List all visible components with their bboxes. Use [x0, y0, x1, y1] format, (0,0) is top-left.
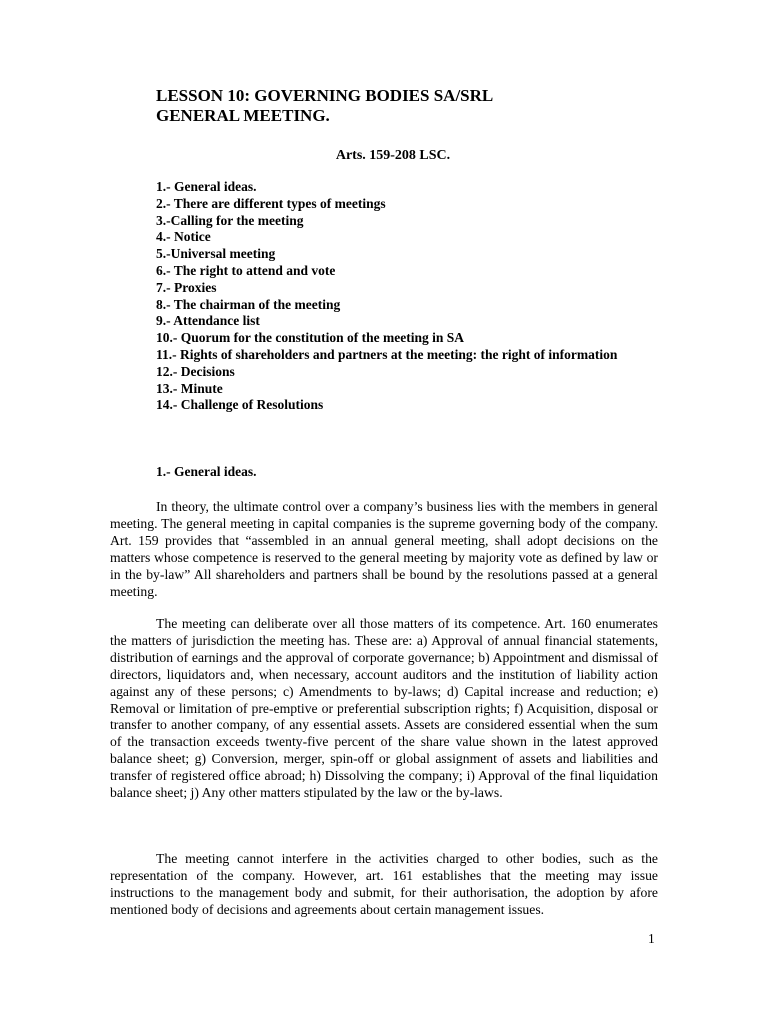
body-paragraph: In theory, the ultimate control over a company’s business lies with the members in general meeting. The general meeting in capital companies is the supreme governing body of the company. Art. 159 provides that “assembled in an annual general meeting, shall adopt decisions on the matters whose competence is reserved to the general meeting by majority vote as defined by law or in the by-law” All shareholders and partners shall be bound by the resolutions passed at a general meeting. [110, 499, 658, 599]
title-line-1: LESSON 10: GOVERNING BODIES SA/SRL [156, 86, 494, 105]
toc-item: 9.- Attendance list [156, 313, 260, 329]
body-paragraph: The meeting can deliberate over all those matters of its competence. Art. 160 enumerates the matters of jurisdiction the meeting has. These are: a) Approval of annual financial statements, distribution of earnings and the approval of corporate governance; b) Appointment and dismissal of directors, liquidators and, when necessary, account auditors and the institution of liability action against any of these persons; c) Amendments to by-laws; d) Capital increase and reduction; e) Removal or limitation of pre-emptive or preferential subscription rights; f) Acquisition, disposal or transfer to another company, of any essential assets. Assets are considered essential when the sum of the transaction exceeds twenty-five percent of the share value shown in the latest approved balance sheet; g) Conversion, merger, spin-off or global assignment of assets and liabilities and transfer of registered office abroad; h) Dissolving the company; i) Approval of the final liquidation balance sheet; j) Any other matters stipulated by the law or the by-laws. [110, 616, 658, 801]
lesson-title [156, 86, 493, 126]
toc-item: 5.-Universal meeting [156, 246, 276, 262]
toc-item: 12.- Decisions [156, 363, 235, 379]
title-line-2: GENERAL MEETING. [156, 106, 330, 125]
page-number: 1 [648, 931, 655, 946]
section-heading: 1.- General ideas. [156, 464, 257, 479]
toc-item: 4.- Notice [156, 229, 211, 245]
articles-reference: Arts. 159-208 LSC. [335, 148, 451, 163]
toc-item: 2.- There are different types of meetings [156, 195, 386, 211]
toc-item: 8.- The chairman of the meeting [156, 296, 341, 312]
toc-item: 10.- Quorum for the constitution of the meeting in SA [156, 330, 464, 346]
toc-item: 7.- Proxies [156, 279, 217, 295]
toc-item: 1.- General ideas. [156, 179, 257, 194]
toc-item: 11.- Rights of shareholders and partners at the meeting: the right of information [156, 346, 618, 362]
toc-item: 14.- Challenge of Resolutions [156, 397, 324, 413]
toc-item: 6.- The right to attend and vote [156, 262, 336, 278]
toc-item: 3.-Calling for the meeting [156, 212, 304, 228]
table-of-contents [156, 179, 659, 414]
body-paragraph: The meeting cannot interfere in the activities charged to other bodies, such as the representation of the company. However, art. 161 establishes that the meeting may issue instructions to the management body and submit, for their authorisation, the adoption by afore mentioned body of decisions and agreements about certain management issues. [110, 851, 658, 917]
toc-item: 13.- Minute [156, 380, 223, 396]
